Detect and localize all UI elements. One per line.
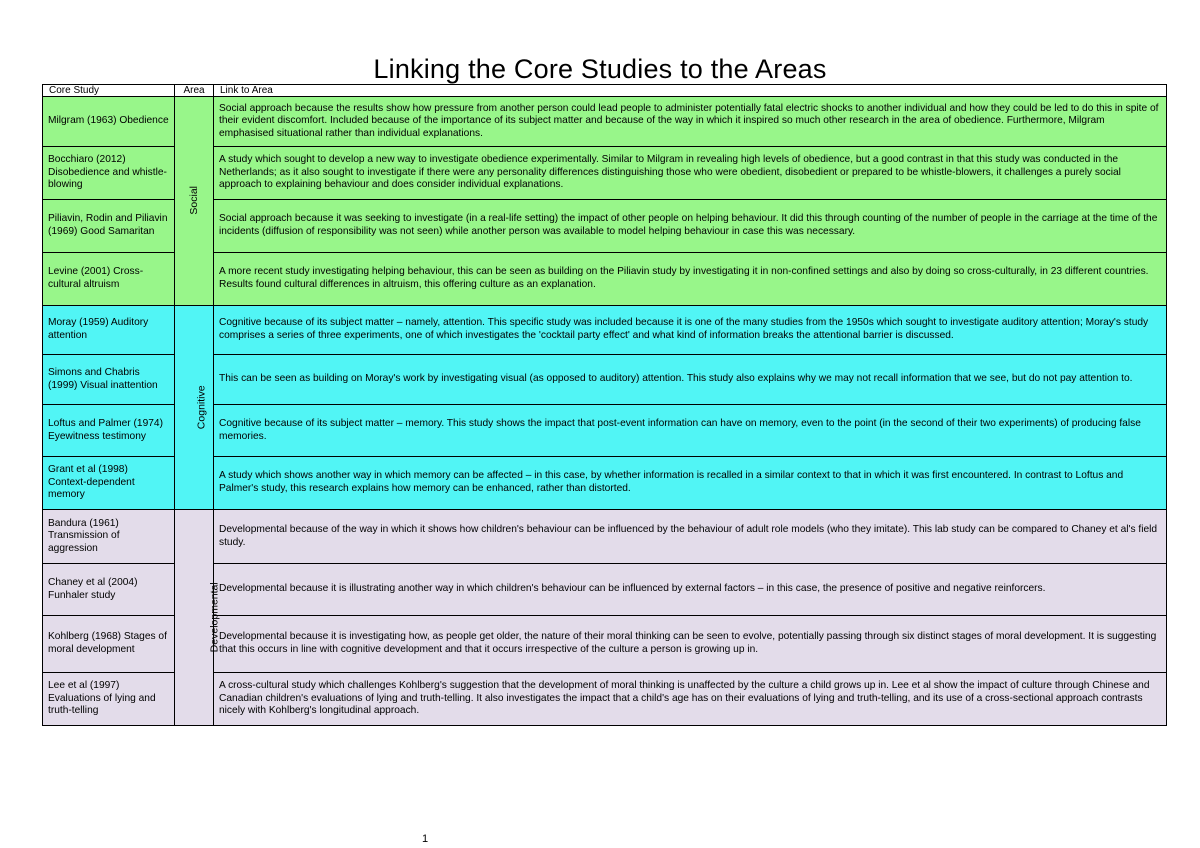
area-cell-social <box>175 97 214 306</box>
study-cell: Bocchiaro (2012) Disobedience and whistle- blowing <box>43 147 175 200</box>
link-cell: This can be seen as building on Moray's work by investigating visual (as opposed to auditory) attention. This study also explains why we may not recall information that we see, but do not pay attention to. <box>214 355 1167 405</box>
study-cell: Loftus and Palmer (1974) Eyewitness testimony <box>43 405 175 457</box>
link-cell: A cross-cultural study which challenges Kohlberg's suggestion that the development of moral thinking is unaffected by the culture a child grows up in. Lee et al show the impact of culture through Chinese and Canadian children's evaluations of lying and truth-telling. It also investigates the impact that a child's age has on their evaluations of lying and truth-telling, and its use of a cross-sectional approach contrasts nicely with Kohlberg's longitudinal approach. <box>214 673 1167 726</box>
link-cell: A more recent study investigating helping behaviour, this can be seen as building on the Piliavin study by investigating it in non-confined settings and also by doing so cross-culturally, in 23 different countries. Results found cultural differences in altruism, this offering culture as an explanation. <box>214 253 1167 306</box>
area-label-developmental: Developmental <box>208 581 221 653</box>
study-cell: Kohlberg (1968) Stages of moral development <box>43 616 175 673</box>
area-cell-cognitive <box>175 306 214 510</box>
link-cell: Cognitive because of its subject matter – memory. This study shows the impact that post-event information can have on memory, even to the point (in the second of their two experiments) of producing false memories. <box>214 405 1167 457</box>
link-cell: Social approach because it was seeking to investigate (in a real-life setting) the impact of other people on helping behaviour. It did this through counting of the number of people in the carriage at the time of the incidents (diffusion of responsibility was not seen) while another person was available to model helping behaviour in case this was necessary. <box>214 200 1167 253</box>
study-cell: Moray (1959) Auditory attention <box>43 306 175 355</box>
link-cell: Developmental because it is investigating how, as people get older, the nature of their moral thinking can be seen to evolve, potentially passing through six distinct stages of moral development. It is suggesting that this occurs in line with cognitive development and that it occurs irrespective of the culture a person is growing up in. <box>214 616 1167 673</box>
header-core-study: Core Study <box>43 85 175 97</box>
study-cell: Simons and Chabris (1999) Visual inattention <box>43 355 175 405</box>
study-cell: Levine (2001) Cross-cultural altruism <box>43 253 175 306</box>
page-number: 1 <box>422 833 429 845</box>
area-label-cognitive: Cognitive <box>195 385 208 429</box>
link-cell: A study which sought to develop a new way to investigate obedience experimentally. Similar to Milgram in revealing high levels of obedience, but a good contrast in that this study was conducted in the Netherlands; as it also sought to investigate if there were any personality differences distinguishing those who were obedient, disobedient or prepared to be whistle-blowers, it challenges a purely social approach to explaining behaviour and does consider individual explanations. <box>214 147 1167 200</box>
header-row <box>43 85 1167 97</box>
area-label-social: Social <box>188 186 201 215</box>
study-cell: Piliavin, Rodin and Piliavin (1969) Good Samaritan <box>43 200 175 253</box>
study-cell: Milgram (1963) Obedience <box>43 97 175 147</box>
area-cell-developmental <box>175 510 221 726</box>
table-row <box>43 97 1167 147</box>
link-cell: Cognitive because of its subject matter – namely, attention. This specific study was included because it is one of the many studies from the 1950s which sought to investigate auditory attention; Moray's study comprises a series of three experiments, one of which investigates the 'cocktail party effect' and what kind of information breaks the attentional barrier is discussed. <box>214 306 1167 355</box>
table-row <box>43 510 1167 564</box>
study-cell: Chaney et al (2004) Funhaler study <box>43 564 175 616</box>
study-cell: Lee et al (1997) Evaluations of lying and truth-telling <box>43 673 175 726</box>
header-area: Area <box>175 85 214 97</box>
link-cell: Developmental because it is illustrating another way in which children's behaviour can be influenced by external factors – in this case, the presence of positive and negative reinforcers. <box>214 564 1167 616</box>
header-link: Link to Area <box>214 85 1167 97</box>
study-cell: Bandura (1961) Transmission of aggression <box>43 510 175 564</box>
link-cell: A study which shows another way in which memory can be affected – in this case, by whether information is recalled in a similar context to that in which it was first encountered. In contrast to Loftus and Palmer's study, this research explains how memory can be enhanced, rather than distorted. <box>214 457 1167 510</box>
core-studies-table <box>42 84 1167 726</box>
study-cell: Grant et al (1998) Context-dependent memory <box>43 457 175 510</box>
link-cell: Social approach because the results show how pressure from another person could lead people to administer potentially fatal electric shocks to another individual and how they could be led to do this in spite of their evident discomfort. Included because of the importance of its subject matter and because of the way in which it inspired so much other research in the area of obedience. Furthermore, Milgram emphasised situational rather than individual explanations. <box>214 97 1167 147</box>
link-cell: Developmental because of the way in which it shows how children's behaviour can be influenced by the behaviour of adult role models (who they imitate). This lab study can be compared to Chaney et al's field study. <box>214 510 1167 564</box>
table-row <box>43 306 1167 355</box>
page-title: Linking the Core Studies to the Areas <box>373 54 827 84</box>
